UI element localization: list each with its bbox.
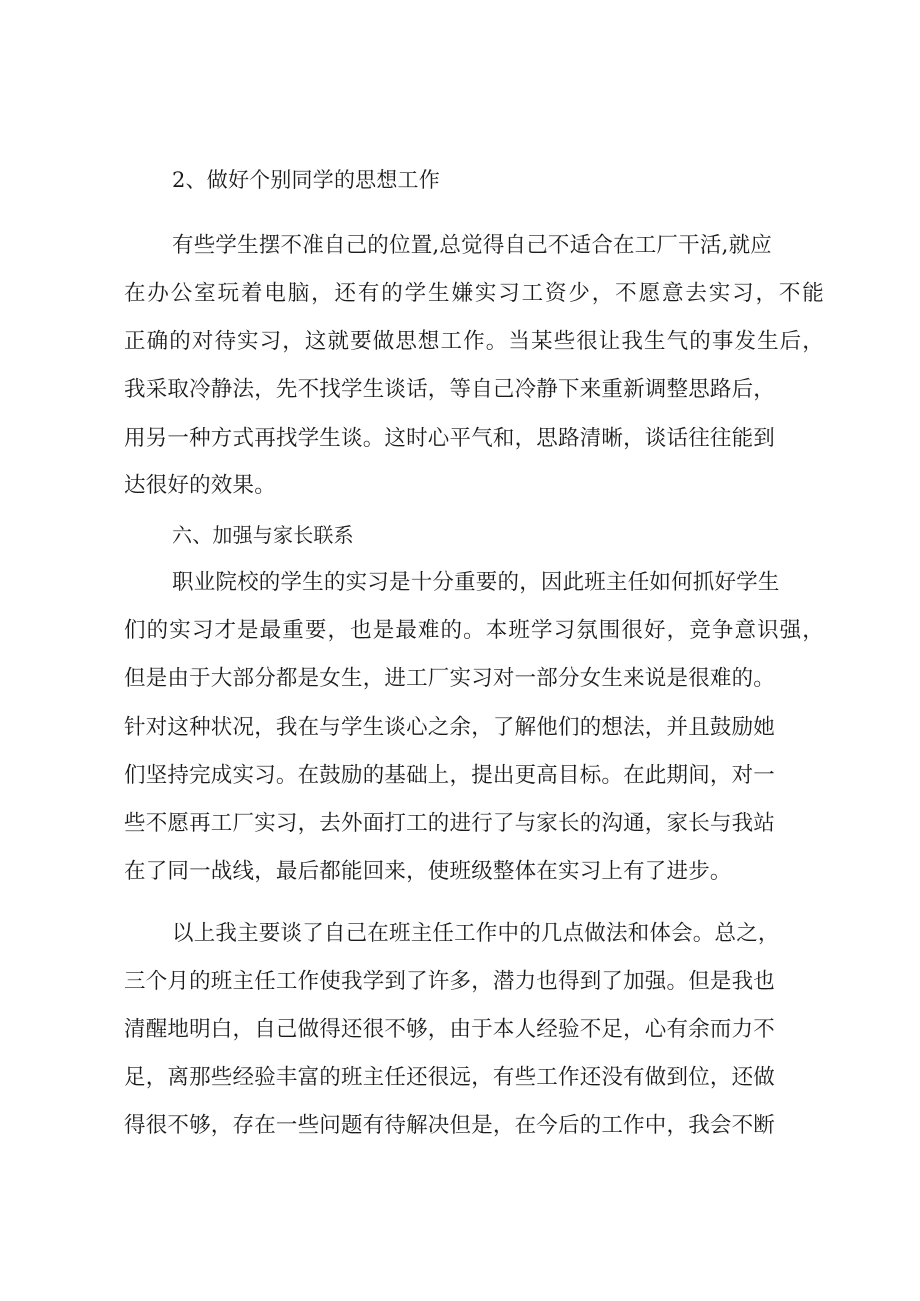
paragraph-line: 清醒地明白，自己做得还很不够，由于本人经验不足，心有余而力不 [124,1017,776,1042]
paragraph-line: 三个月的班主任工作使我学到了许多，潜力也得到了加强。但是我也 [124,969,776,994]
subheading: 六、加强与家长联系 [172,523,354,547]
paragraph-line: 有些学生摆不准自己的位置,总觉得自己不适合在工厂干活,就应 [172,233,772,258]
paragraph-line: 职业院校的学生的实习是十分重要的，因此班主任如何抓好学生 [172,570,780,595]
paragraph-line: 们坚持完成实习。在鼓励的基础上，提出更高目标。在此期间，对一 [124,763,776,788]
paragraph-line: 些不愿再工厂实习，去外面打工的进行了与家长的沟通，家长与我站 [124,811,776,836]
paragraph-line: 足，离那些经验丰富的班主任还很远，有些工作还没有做到位，还做 [124,1065,776,1090]
paragraph-line: 用另一种方式再找学生谈。这时心平气和，思路清晰，谈话往往能到 [124,426,776,451]
paragraph-line: 们的实习才是最重要，也是最难的。本班学习氛围很好，竞争意识强， [124,618,824,643]
paragraph-line: 得很不够，存在一些问题有待解决但是，在今后的工作中，我会不断 [124,1113,776,1138]
paragraph-line: 正确的对待实习，这就要做思想工作。当某些很让我生气的事发生后， [124,329,824,354]
paragraph-line: 我采取冷静法，先不找学生谈话，等自己冷静下来重新调整思路后， [124,377,776,402]
paragraph-line: 以上我主要谈了自己在班主任工作中的几点做法和体会。总之， [172,921,780,946]
paragraph-line: 针对这种状况，我在与学生谈心之余，了解他们的想法，并且鼓励她 [124,715,776,740]
paragraph-line: 在办公室玩着电脑，还有的学生嫌实习工资少，不愿意去实习，不能 [124,281,824,306]
paragraph-line: 在了同一战线，最后都能回来，使班级整体在实习上有了进步。 [124,859,732,884]
section-heading: 2、做好个别同学的思想工作 [172,168,440,192]
paragraph-line: 达很好的效果。 [124,473,276,498]
paragraph-line: 但是由于大部分都是女生，进工厂实习对一部分女生来说是很难的。 [124,666,776,691]
